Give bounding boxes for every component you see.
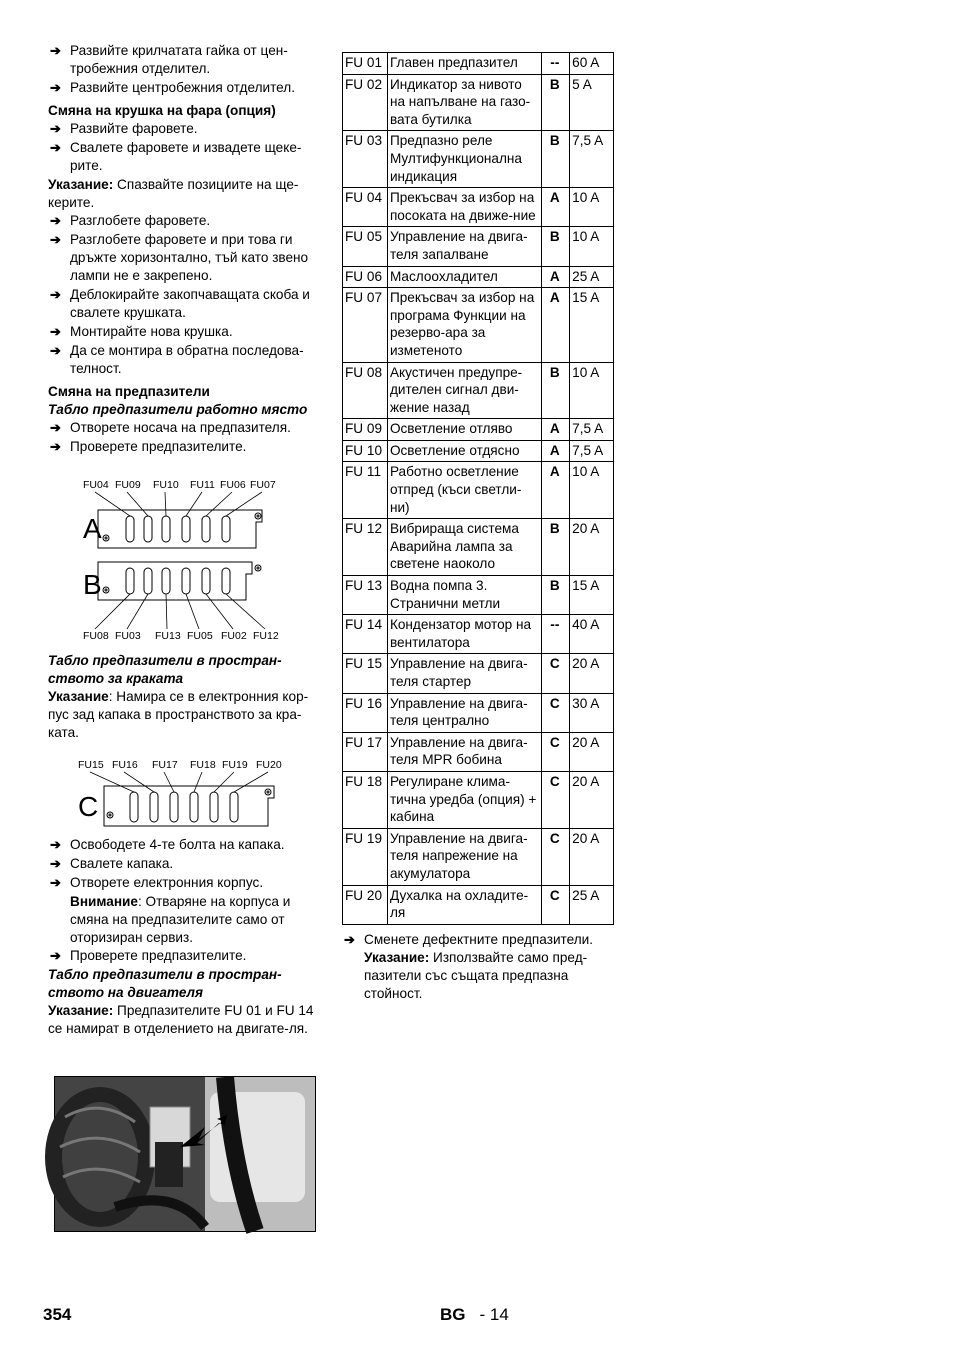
fuse-description: Работно осветление отпред (къси светли-ни)	[387, 462, 541, 519]
step-item	[48, 286, 322, 322]
fuse-rating: 25 A	[570, 885, 614, 924]
fuse-id: FU 15	[343, 654, 388, 693]
fuse-id: FU 12	[343, 519, 388, 576]
step-text: Развийте центробежния отделител.	[70, 80, 295, 95]
fuse-rating: 20 A	[570, 732, 614, 771]
table-row	[343, 266, 614, 288]
fuse-label: FU03	[115, 630, 141, 642]
leader-line	[214, 772, 234, 792]
fuse-slot	[170, 792, 178, 822]
fuse-slot	[222, 568, 230, 594]
fuse-label: FU11	[190, 479, 215, 491]
step-item	[48, 139, 322, 175]
fuse-rating: 10 A	[570, 462, 614, 519]
fuse-group: A	[541, 288, 570, 362]
fuse-description: Прекъсвач за избор на програма Функции на резерво-ара за изметеното	[387, 288, 541, 362]
leader-line	[90, 772, 134, 792]
footer-lang	[440, 1305, 509, 1325]
step-item	[48, 342, 322, 378]
fuse-label: FU02	[221, 630, 247, 642]
fuse-id: FU 16	[343, 693, 388, 732]
fuse-description: Прекъсвач за избор на посоката на движе-ние	[387, 188, 541, 227]
fuse-slot	[144, 516, 152, 542]
leader-line	[194, 772, 202, 792]
step-text: Отворете носача на предпазителя.	[70, 420, 291, 435]
warning-text: : Отваряне на корпуса и смяна на предпазителите само от оторизиран сервиз.	[70, 894, 291, 945]
fuse-panel-c-figure	[48, 756, 322, 836]
fuse-id: FU 02	[343, 74, 388, 131]
fuse-group: B	[541, 362, 570, 419]
fuse-slot	[182, 568, 190, 594]
steps-check	[48, 947, 322, 965]
fuse-id: FU 06	[343, 266, 388, 288]
steps-separator	[48, 42, 322, 97]
fuse-group: C	[541, 885, 570, 924]
subheading-engine: Табло предпазители в простран-ството на двигателя	[48, 967, 282, 1000]
fuse-slot	[202, 568, 210, 594]
table-row	[343, 576, 614, 615]
fuse-description: Водна помпа 3. Странични метли	[387, 576, 541, 615]
fuse-group: --	[541, 53, 570, 75]
leader-line	[234, 772, 268, 792]
arrow-icon: ➔	[50, 948, 61, 963]
fuse-group: C	[541, 732, 570, 771]
table-row	[343, 654, 614, 693]
table-row	[343, 362, 614, 419]
fuse-id: FU 09	[343, 419, 388, 441]
leader-line	[226, 492, 262, 516]
fuse-label: FU09	[115, 479, 141, 491]
fuse-description: Кондензатор мотор на вентилатора	[387, 615, 541, 654]
fuse-slot	[162, 516, 170, 542]
fuse-slot	[182, 516, 190, 542]
step-item	[48, 42, 322, 78]
step-item	[48, 855, 322, 873]
arrow-icon: ➔	[50, 213, 61, 228]
fuse-rating: 25 A	[570, 266, 614, 288]
fuse-group: C	[541, 828, 570, 885]
arrow-icon: ➔	[50, 439, 61, 454]
table-row	[343, 227, 614, 266]
fuse-group: --	[541, 615, 570, 654]
arrow-icon: ➔	[50, 856, 61, 871]
steps-housing	[48, 836, 322, 892]
step-text: Свалете фаровете и извадете щеке-рите.	[70, 140, 302, 173]
fuse-slot	[126, 516, 134, 542]
fuse-description: Управление на двига-теля запалване	[387, 227, 541, 266]
fuse-slot	[230, 792, 238, 822]
fuse-label: FU18	[190, 759, 216, 771]
fuse-label: FU12	[253, 630, 279, 642]
fuse-description: Регулиране клима-тична уредба (опция) + кабина	[387, 771, 541, 828]
note-label: Указание:	[48, 177, 114, 192]
fuse-id: FU 05	[343, 227, 388, 266]
fuse-table	[342, 52, 614, 925]
fuse-slot	[130, 792, 138, 822]
arrow-icon: ➔	[50, 80, 61, 95]
step-text: Развийте фаровете.	[70, 121, 198, 136]
fuse-description: Управление на двига-теля централно	[387, 693, 541, 732]
fuse-slot	[202, 516, 210, 542]
fuse-description: Управление на двига-теля MPR бобина	[387, 732, 541, 771]
fuse-label: FU13	[155, 630, 181, 642]
warning-housing	[48, 893, 322, 947]
step-text: Проверете предпазителите.	[70, 439, 247, 454]
fuse-slot	[210, 792, 218, 822]
note-same-value	[342, 949, 614, 1002]
fuse-rating: 10 A	[570, 362, 614, 419]
table-row	[343, 693, 614, 732]
fuse-description: Индикатор за нивото на напълване на газо-вата бутилка	[387, 74, 541, 131]
step-text: Отворете електронния корпус.	[70, 875, 264, 890]
left-column	[48, 42, 322, 1038]
table-row	[343, 771, 614, 828]
fuse-slot	[162, 568, 170, 594]
step-text: Разглобете фаровете и при това ги дръжте хоризонтално, тъй като звено лампи не е закрепено.	[70, 232, 309, 283]
fig1-bottom-labels	[83, 630, 279, 642]
fuse-label: FU19	[222, 759, 248, 771]
table-row	[343, 440, 614, 462]
note-text: Спазвайте позициите на ще-керите.	[48, 177, 299, 210]
steps-bulb	[48, 212, 322, 378]
step-item	[48, 419, 322, 437]
fuse-slot	[150, 792, 158, 822]
step-text: Монтирайте нова крушка.	[70, 324, 233, 339]
fuse-slot	[144, 568, 152, 594]
fuse-rating: 20 A	[570, 654, 614, 693]
fuse-id: FU 03	[343, 131, 388, 188]
fig2-top-labels	[78, 759, 282, 771]
note-label: Указание	[48, 689, 109, 704]
fuse-id: FU 14	[343, 615, 388, 654]
fuse-rating: 30 A	[570, 693, 614, 732]
leader-line	[165, 492, 166, 516]
leader-line	[124, 772, 154, 792]
fuse-slot	[126, 568, 134, 594]
note-label: Указание:	[48, 1003, 114, 1018]
fuse-description: Вибрираща система Аварийна лампа за светене наоколо	[387, 519, 541, 576]
table-row	[343, 615, 614, 654]
fuse-label: FU06	[220, 479, 246, 491]
language-code: BG	[440, 1305, 466, 1324]
fuse-rating: 20 A	[570, 828, 614, 885]
fuse-id: FU 18	[343, 771, 388, 828]
fuse-label: FU08	[83, 630, 109, 642]
warning-label: Внимание	[70, 894, 138, 909]
fuse-id: FU 13	[343, 576, 388, 615]
step-text: Деблокирайте закопчаващата скоба и свалете крушката.	[70, 287, 310, 320]
fuse-description: Управление на двига-теля стартер	[387, 654, 541, 693]
fuse-rating: 7,5 A	[570, 131, 614, 188]
fuse-id: FU 10	[343, 440, 388, 462]
arrow-icon: ➔	[50, 837, 61, 852]
fuse-group: B	[541, 74, 570, 131]
step-text: Проверете предпазителите.	[70, 948, 247, 963]
step-item	[48, 120, 322, 138]
fuse-rating: 15 A	[570, 576, 614, 615]
arrow-icon: ➔	[50, 875, 61, 890]
heading-bulb: Смяна на крушка на фара (опция)	[48, 103, 276, 118]
table-row	[343, 131, 614, 188]
fuse-description: Осветление отдясно	[387, 440, 541, 462]
fig1-fuse-slots	[126, 516, 230, 594]
fuse-rating: 20 A	[570, 519, 614, 576]
table-row	[343, 74, 614, 131]
table-row	[343, 462, 614, 519]
arrow-icon: ➔	[50, 287, 61, 302]
fuse-rating: 7,5 A	[570, 419, 614, 441]
table-row	[343, 288, 614, 362]
table-row	[343, 519, 614, 576]
heading-fuses: Смяна на предпазители	[48, 384, 210, 399]
fuse-group: C	[541, 654, 570, 693]
step-item	[48, 79, 322, 97]
step-item	[48, 874, 322, 892]
fuse-label: FU05	[187, 630, 213, 642]
fuse-group: C	[541, 771, 570, 828]
fuse-description: Осветление отляво	[387, 419, 541, 441]
step-text: Сменете дефектните предпазители.	[364, 931, 594, 947]
note-text: : Намира се в електронния кор-пус зад капака в пространството за кра-ката.	[48, 689, 309, 740]
fuse-group: A	[541, 266, 570, 288]
fuse-group: B	[541, 227, 570, 266]
arrow-icon: ➔	[344, 931, 355, 947]
steps-fuse-holder	[48, 419, 322, 456]
fuse-id: FU 20	[343, 885, 388, 924]
arrow-icon: ➔	[50, 121, 61, 136]
subheading-footwell: Табло предпазители в простран-ството за краката	[48, 653, 282, 686]
fuse-group: A	[541, 419, 570, 441]
fuse-rating: 5 A	[570, 74, 614, 131]
fuse-id: FU 19	[343, 828, 388, 885]
fuse-group: B	[541, 131, 570, 188]
leader-line	[164, 772, 174, 792]
arrow-icon: ➔	[50, 232, 61, 247]
fuse-id: FU 11	[343, 462, 388, 519]
fuse-rating: 15 A	[570, 288, 614, 362]
fuse-description: Маслоохладител	[387, 266, 541, 288]
fuse-slot	[222, 516, 230, 542]
fuse-rating: 60 A	[570, 53, 614, 75]
step-text: Да се монтира в обратна последова-телност.	[70, 343, 304, 376]
right-column	[342, 52, 614, 1002]
step-text: Развийте крилчатата гайка от цен-тробежния отделител.	[70, 43, 288, 76]
leader-line	[206, 492, 232, 516]
fuse-id: FU 04	[343, 188, 388, 227]
step-item	[48, 231, 322, 285]
fuse-description: Акустичен предупре-дителен сигнал дви-жение назад	[387, 362, 541, 419]
panel-letter-b: B	[83, 569, 102, 600]
subheading-workplace: Табло предпазители работно място	[48, 402, 308, 417]
fuse-rating: 10 A	[570, 188, 614, 227]
page-subnumber: - 14	[479, 1305, 509, 1324]
leader-line	[206, 594, 233, 629]
table-row	[343, 188, 614, 227]
fuse-slot	[190, 792, 198, 822]
step-item	[48, 438, 322, 456]
fuse-description: Управление на двига-теля напрежение на акумулатора	[387, 828, 541, 885]
note-engine	[48, 1002, 322, 1038]
table-row	[343, 53, 614, 75]
fuse-group: A	[541, 462, 570, 519]
arrow-icon: ➔	[50, 43, 61, 58]
table-row	[343, 885, 614, 924]
fuse-group: B	[541, 576, 570, 615]
arrow-icon: ➔	[50, 140, 61, 155]
fuse-label: FU04	[83, 479, 109, 491]
table-row	[343, 419, 614, 441]
fuse-label: FU16	[112, 759, 138, 771]
step-text: Свалете капака.	[70, 856, 174, 871]
fuse-id: FU 17	[343, 732, 388, 771]
panel-letter-c: C	[78, 791, 99, 822]
fuse-description: Главен предпазител	[387, 53, 541, 75]
fuse-rating: 40 A	[570, 615, 614, 654]
fuse-label: FU20	[256, 759, 282, 771]
fuse-rating: 20 A	[570, 771, 614, 828]
step-text: Освободете 4-те болта на капака.	[70, 837, 285, 852]
fuse-group: C	[541, 693, 570, 732]
fuse-id: FU 07	[343, 288, 388, 362]
fuse-rating: 10 A	[570, 227, 614, 266]
fig2-fuse-slots	[130, 792, 238, 822]
fig1-top-labels	[83, 479, 276, 491]
step-text: Разглобете фаровете.	[70, 213, 211, 228]
fuse-panel-ab-figure	[48, 476, 322, 646]
fuse-description: Духалка на охладите-ля	[387, 885, 541, 924]
step-item	[48, 212, 322, 230]
step-item	[48, 323, 322, 341]
step-item	[48, 947, 322, 965]
arrow-icon: ➔	[50, 420, 61, 435]
fuse-label: FU15	[78, 759, 104, 771]
leader-line	[166, 594, 167, 629]
fuse-id: FU 01	[343, 53, 388, 75]
table-row	[343, 828, 614, 885]
arrow-icon: ➔	[50, 343, 61, 358]
note-text: Предпазителите FU 01 и FU 14 се намират в отделението на двигате-ля.	[48, 1003, 314, 1036]
panel-letter-a: A	[83, 513, 102, 544]
leader-line	[186, 492, 202, 516]
leader-line	[127, 594, 148, 629]
step-replace	[342, 931, 614, 949]
fuse-id: FU 08	[343, 362, 388, 419]
table-row	[343, 732, 614, 771]
fuse-label: FU10	[153, 479, 179, 491]
fuse-label: FU17	[152, 759, 178, 771]
fuse-group: B	[541, 519, 570, 576]
fuse-description: Предпазно реле Мултифункционална индикация	[387, 131, 541, 188]
leader-line	[186, 594, 199, 629]
note-footwell	[48, 688, 322, 742]
engine-compartment-photo	[54, 1076, 316, 1232]
leader-line	[127, 492, 148, 516]
fig1-leader-lines	[95, 492, 265, 629]
fuse-panel-b	[98, 562, 261, 600]
steps-headlights	[48, 120, 322, 175]
step-item	[48, 836, 322, 854]
note-text: Използвайте само пред-пазители със същата предпазна стойност.	[364, 950, 588, 1001]
fuse-panel-a	[98, 510, 262, 548]
fuse-label: FU07	[250, 479, 276, 491]
fuse-rating: 7,5 A	[570, 440, 614, 462]
page-number: 354	[43, 1305, 72, 1324]
fuse-group: A	[541, 188, 570, 227]
arrow-icon: ➔	[50, 324, 61, 339]
note-plugs	[48, 176, 322, 212]
note-label: Указание:	[364, 950, 430, 966]
fig2-leader-lines	[90, 772, 268, 792]
fuse-group: A	[541, 440, 570, 462]
